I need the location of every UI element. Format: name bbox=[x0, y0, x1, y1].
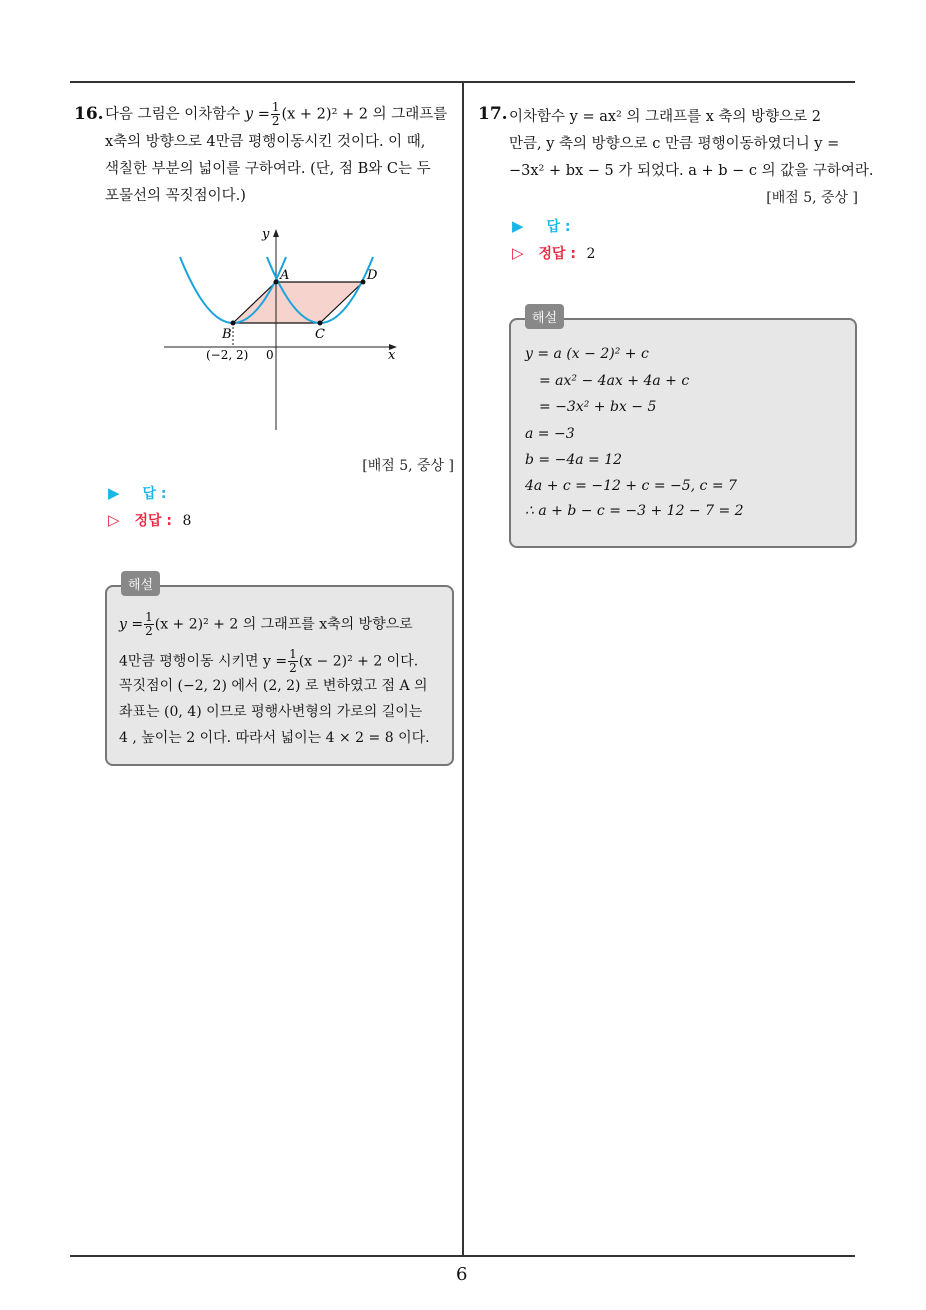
solution-tag: 해설 bbox=[121, 571, 160, 596]
problem-number: 17. bbox=[478, 104, 508, 124]
points-info: [배점 5, 중상 ] bbox=[362, 458, 454, 474]
point-b bbox=[231, 321, 236, 326]
question-line-2: 만큼, y 축의 방향으로 c 만큼 평행이동하였더니 y = bbox=[509, 136, 840, 152]
problem-text bbox=[105, 101, 455, 210]
answer-row: ▶ 답 : bbox=[108, 480, 166, 506]
solution-tag: 해설 bbox=[525, 304, 564, 329]
problem-number: 16. bbox=[74, 104, 104, 124]
solution-line-2: 4만큼 평행이동 시키면 y = $\frac{1}{2}$ (x − 2)² + 2 이다. bbox=[119, 647, 419, 675]
play-outline-icon: ▷ bbox=[108, 511, 120, 529]
solution-line-1: y = $\frac{1}{2}$ (x + 2)² + 2 의 그래프를 x축의 방향으로 bbox=[119, 610, 413, 638]
question-line-1: 이차함수 y = ax² 의 그래프를 x 축의 방향으로 2 bbox=[509, 109, 821, 125]
question-line-3: −3x² + bx − 5 가 되었다. a + b − c 의 값을 구하여라. bbox=[509, 163, 874, 179]
points-info: [배점 5, 중상 ] bbox=[766, 190, 858, 206]
label-d: D bbox=[367, 268, 378, 283]
point-a bbox=[274, 280, 279, 285]
question-line-4: 포물선의 꼭짓점이다.) bbox=[105, 187, 246, 204]
parabola-graph bbox=[150, 222, 410, 437]
solution-line-5: 4 , 높이는 2 이다. 따라서 넓이는 4 × 2 = 8 이다. bbox=[119, 730, 430, 746]
solution-line-2: = ax² − 4ax + 4a + c bbox=[539, 373, 690, 389]
solution-line-4: 좌표는 (0, 4) 이므로 평행사변형의 가로의 길이는 bbox=[119, 704, 423, 720]
solution-box bbox=[509, 311, 857, 548]
play-outline-icon: ▷ bbox=[512, 244, 524, 262]
question-line-3: 색칠한 부분의 넓이를 구하여라. (단, 점 B와 C는 두 bbox=[105, 160, 431, 177]
question-line-2: x축의 방향으로 4만큼 평행이동시킨 것이다. 이 때, bbox=[105, 133, 426, 150]
solution-line-5: b = −4a = 12 bbox=[525, 452, 623, 468]
solution-box bbox=[105, 578, 454, 766]
problem-text bbox=[509, 104, 874, 185]
shaded-parallelogram bbox=[233, 282, 363, 323]
label-coordinate: (−2, 2) bbox=[206, 348, 249, 362]
label-x-axis: x bbox=[388, 348, 396, 363]
solution-line-6: 4a + c = −12 + c = −5, c = 7 bbox=[525, 478, 737, 494]
answer-row: ▶ 답 : bbox=[512, 213, 570, 239]
point-c bbox=[318, 321, 323, 326]
solution-line-4: a = −3 bbox=[525, 426, 575, 442]
label-origin: 0 bbox=[266, 348, 274, 362]
page-number: 6 bbox=[456, 1264, 468, 1285]
correct-answer-row: ▷ 정답 : 8 bbox=[108, 507, 191, 533]
label-c: C bbox=[315, 327, 325, 342]
play-icon: ▶ bbox=[512, 217, 524, 235]
question-line-1: 다음 그림은 이차함수 y = $\frac{1}{2}$ (x + 2)² + 2 의 그래프를 bbox=[105, 100, 448, 128]
solution-line-3: 꼭짓점이 (−2, 2) 에서 (2, 2) 로 변하였고 점 A 의 bbox=[119, 678, 428, 694]
solution-line-1: y = a (x − 2)² + c bbox=[525, 346, 649, 362]
point-d bbox=[361, 280, 366, 285]
label-b: B bbox=[222, 327, 232, 342]
solution-line-3: = −3x² + bx − 5 bbox=[539, 399, 657, 415]
label-y-axis: y bbox=[262, 227, 270, 242]
y-axis-arrow bbox=[273, 229, 279, 237]
play-icon: ▶ bbox=[108, 484, 120, 502]
label-a: A bbox=[280, 268, 290, 283]
bottom-rule bbox=[70, 1255, 855, 1257]
fraction: $\frac{1}{2}$ bbox=[271, 100, 280, 128]
column-divider bbox=[462, 81, 464, 1257]
correct-answer-row: ▷ 정답 : 2 bbox=[512, 240, 595, 266]
solution-line-7: ∴ a + b − c = −3 + 12 − 7 = 2 bbox=[525, 503, 744, 519]
